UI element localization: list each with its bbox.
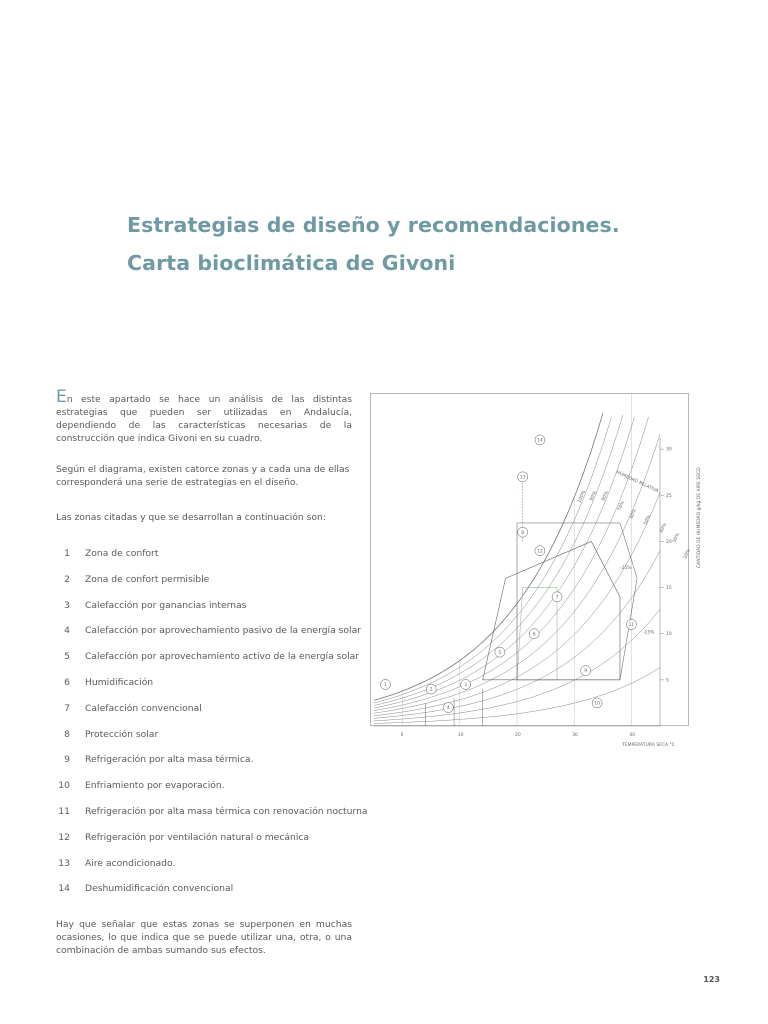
title-line-2: Carta bioclimática de Givoni: [127, 251, 456, 275]
zone-number: 5: [64, 651, 70, 663]
list-item: [58, 571, 368, 597]
zone-label: Refrigeración por ventilación natural o mecánica: [85, 831, 310, 843]
rh-tick-label: 30%: [672, 532, 682, 544]
y-tick-label: 30: [666, 447, 672, 453]
page-title: [127, 206, 687, 282]
zone-number-label: 13: [519, 475, 526, 481]
zone-number-label: 4: [446, 706, 450, 712]
list-item: [58, 726, 368, 752]
zones-intro-paragraph: Según el diagrama, existen catorce zonas y a cada una de ellas corresponderá una serie de estrategias en el diseño.: [56, 464, 350, 488]
list-item: [58, 545, 368, 571]
annotation-label: -15%: [642, 630, 655, 636]
list-item: [58, 829, 368, 855]
rh-tick-label: 80%: [601, 490, 611, 502]
zone-number-label: 1: [384, 683, 387, 689]
list-item: [58, 674, 368, 700]
zone-number-label: 2: [429, 687, 433, 693]
list-item: [58, 880, 368, 906]
list-item: [58, 803, 368, 829]
zone-number: 12: [58, 831, 70, 843]
zone-number-label: 7: [555, 595, 559, 601]
zone-number: 4: [64, 625, 70, 637]
zone-number-label: 12: [537, 549, 543, 555]
zone-number: 11: [58, 805, 70, 817]
zone-label: Calefacción por aprovechamiento activo de la energía solar: [85, 651, 360, 663]
zone-label: Protección solar: [85, 728, 159, 740]
zone-number: 1: [64, 548, 70, 559]
y-tick-label: 5: [666, 678, 669, 684]
zone-label: Refrigeración por alta masa térmica con renovación nocturna: [85, 805, 368, 817]
zone-number: 10: [58, 780, 70, 792]
annotation-label: -25%: [619, 566, 632, 572]
list-item: [58, 855, 368, 881]
zone-label: Refrigeración por alta masa térmica.: [85, 754, 254, 766]
rh-tick-label: 40%: [659, 522, 669, 534]
closing-paragraph: Hay que señalar que estas zonas se superponen en muchas ocasiones, lo que indica que se puede utilizar una, otra, o una combinación de ambas sumando sus efectos.: [56, 919, 352, 956]
x-tick-label: 0: [400, 733, 404, 738]
zone-number: 7: [64, 702, 70, 714]
y-tick-label: 10: [666, 632, 672, 638]
zone-number-label: 14: [537, 438, 543, 444]
intro-text: n este apartado se hace un análisis de las distintas estrategias que pueden ser utilizadas en Andalucía, dependiendo de las características necesarias de la construcción que indica Givoni en su cuadro.: [56, 394, 352, 444]
zone-label: Calefacción por ganancias internas: [85, 599, 247, 611]
zone-number: 14: [58, 883, 70, 895]
rh-tick-label: 50%: [643, 514, 653, 526]
zones-list: [58, 545, 368, 906]
page-number: 123: [703, 975, 720, 984]
x-tick-label: 20: [515, 733, 521, 738]
x-tick-label: 10: [457, 733, 464, 738]
rh-tick-label: 20%: [683, 548, 693, 560]
title-line-1: Estrategias de diseño y recomendaciones.: [127, 213, 620, 237]
x-axis-label: TEMPERATURA SECA °C: [622, 743, 675, 748]
zone-number: 6: [64, 676, 70, 688]
zone-label: Humidificación: [85, 676, 154, 688]
zone-number: 13: [58, 857, 70, 869]
zone-label: Zona de confort permisible: [85, 573, 210, 585]
drop-cap: E: [56, 387, 67, 407]
zone-label: Aire acondicionado.: [85, 857, 176, 869]
rh-tick-label: 100%: [577, 490, 588, 504]
zone-number-label: 8: [521, 530, 525, 536]
y-tick-label: 15: [666, 586, 672, 592]
list-item: [58, 597, 368, 623]
zone-number-label: 10: [594, 701, 600, 707]
zone-label: Calefacción convencional: [85, 702, 202, 714]
zone-number-label: 5: [498, 650, 502, 656]
zone-number-label: 11: [628, 623, 635, 629]
list-item: [58, 622, 368, 648]
list-item: [58, 648, 368, 674]
zone-label: Calefacción por aprovechamiento pasivo de la energía solar: [85, 625, 361, 637]
zone-number: 8: [64, 728, 70, 740]
x-tick-label: 40: [629, 733, 636, 738]
intro-paragraph: [56, 387, 352, 445]
rh-tick-label: 70%: [617, 500, 627, 512]
zone-label: Zona de confort: [85, 548, 159, 559]
zone-number: 3: [64, 599, 70, 611]
zone-label: Enfriamiento por evaporación.: [85, 780, 225, 792]
zone-number-label: 3: [464, 683, 467, 689]
list-item: [58, 751, 368, 777]
rh-tick-label: 60%: [629, 508, 639, 520]
zone-number-label: 6: [532, 632, 536, 638]
zones-list-heading: Las zonas citadas y que se desarrollan a continuación son:: [56, 512, 326, 523]
x-tick-label: 30: [572, 733, 578, 738]
zone-number-label: 9: [584, 669, 588, 675]
y-axis-label: CANTIDAD DE HUMEDAD g/kg DE AIRE SECO: [697, 467, 702, 568]
zone-number: 2: [64, 573, 70, 585]
chart-frame: [371, 394, 689, 726]
y-tick-label: 20: [666, 539, 672, 545]
givoni-chart: [370, 393, 710, 768]
list-item: [58, 777, 368, 803]
rh-label: HUMEDAD RELATIVA: [615, 470, 659, 495]
y-tick-label: 25: [666, 493, 672, 499]
zone-number: 9: [64, 754, 70, 766]
list-item: [58, 700, 368, 726]
rh-tick-label: 90%: [589, 490, 599, 502]
zone-label: Deshumidificación convencional: [85, 883, 234, 895]
